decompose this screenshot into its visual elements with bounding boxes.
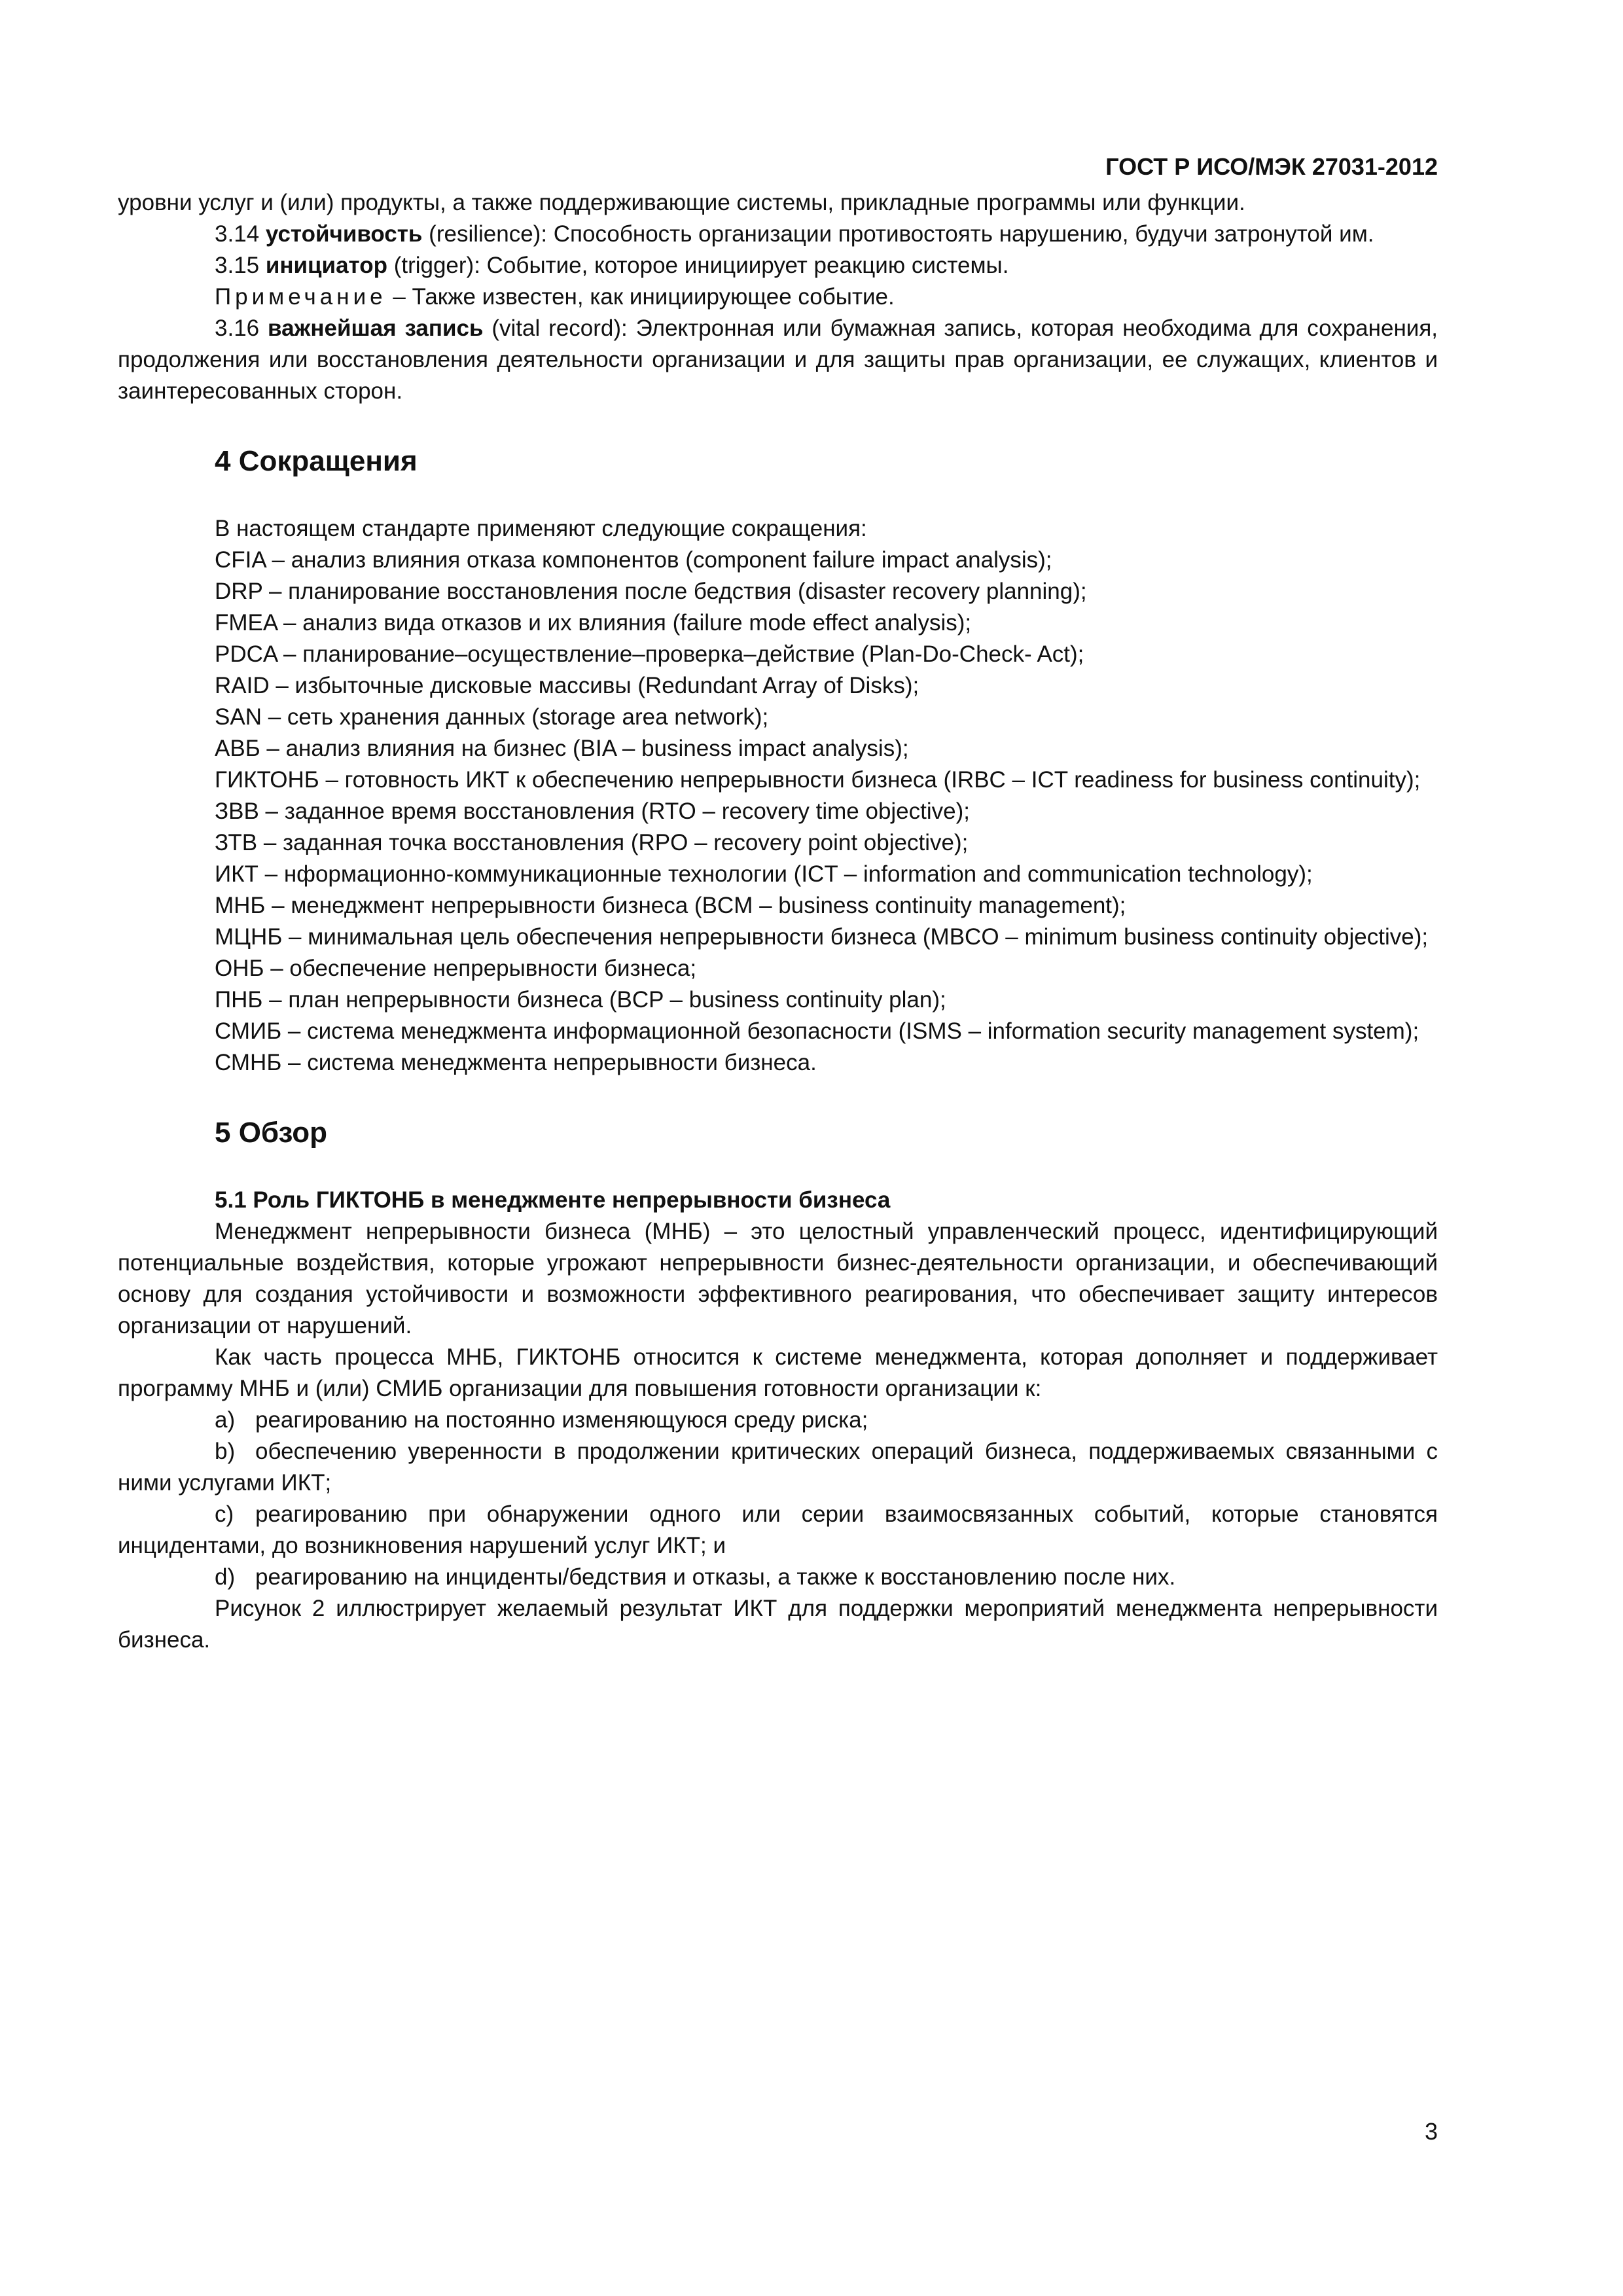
list-item-c: c) реагированию при обнаружении одного или серии взаимосвязанных событий, которые становятся инцидентами, до возникновения нарушений услуг ИКТ; и (118, 1499, 1438, 1562)
list-marker: d) (215, 1564, 236, 1590)
abbreviation-item: ПНБ – план непрерывности бизнеса (BCP – business continuity plan); (215, 987, 946, 1013)
note-label: Примечание (215, 284, 387, 310)
abbreviation-item: АВБ – анализ влияния на бизнес (BIA – business impact analysis); (215, 736, 909, 761)
term-resilience: устойчивость (265, 221, 423, 247)
abbreviation-item: PDCA – планирование–осуществление–проверка–действие (Plan-Do-Check- Act); (215, 641, 1084, 667)
abbreviation-item: DRP – планирование восстановления после бедствия (disaster recovery planning); (215, 579, 1087, 604)
page-number: 3 (1424, 2118, 1438, 2145)
section-4-intro: В настоящем стандарте применяют следующие сокращения: (215, 516, 867, 541)
section-5-heading: 5 Обзор (215, 1117, 328, 1149)
definition-3-15: 3.15 инициатор (trigger): Событие, которое инициирует реакцию системы. (215, 253, 1009, 278)
note: Примечание – Также известен, как инициирующее событие. (215, 284, 895, 310)
abbreviation-item: СМИБ – система менеджмента информационной безопасности (ISMS – information security management system); (215, 1018, 1419, 1044)
abbreviation-item: ИКТ – нформационно-коммуникационные технологии (ICT – information and communication technology); (215, 861, 1313, 887)
section-4-heading: 4 Сокращения (215, 445, 418, 477)
abbreviation-item: SAN – сеть хранения данных (storage area network); (215, 704, 769, 730)
list-item-d: d) реагированию на инциденты/бедствия и отказы, а также к восстановлению после них. (118, 1562, 1438, 1593)
list-marker: c) (215, 1501, 234, 1527)
section-5-paragraph-2: Как часть процесса МНБ, ГИКТОНБ относится к системе менеджмента, которая дополняет и поддерживает программу МНБ и (или) СМИБ организации для повышения готовности организации к: (118, 1344, 1438, 1401)
list-marker: a) (215, 1407, 236, 1433)
abbreviation-item: МНБ – менеджмент непрерывности бизнеса (BCM – business continuity management); (215, 893, 1126, 918)
abbreviation-item: ГИКТОНБ – готовность ИКТ к обеспечению непрерывности бизнеса (IRBC – ICT readiness for business continuity); (215, 767, 1421, 793)
document-header: ГОСТ Р ИСО/МЭК 27031-2012 (1105, 153, 1438, 180)
paragraph-continuation: уровни услуг и (или) продукты, а также поддерживающие системы, прикладные программы или функции. (118, 190, 1245, 215)
subsection-5-1-heading: 5.1 Роль ГИКТОНБ в менеджменте непрерывности бизнеса (215, 1187, 891, 1213)
abbreviation-item: RAID – избыточные дисковые массивы (Redundant Array of Disks); (215, 673, 919, 698)
section-5-paragraph-3: Рисунок 2 иллюстрирует желаемый результат ИКТ для поддержки мероприятий менеджмента непрерывности бизнеса. (118, 1596, 1438, 1653)
abbreviation-item: СМНБ – система менеджмента непрерывности бизнеса. (215, 1050, 817, 1075)
section-5-paragraph-1: Менеджмент непрерывности бизнеса (МНБ) – это целостный управленческий процесс, идентифицирующий потенциальные воздействия, которые угрожают непрерывности бизнес-деятельности организации, и обеспечивающий основу для создания устойчивости и возможности эффективного реагирования, что обеспечивает защиту интересов организации от нарушений. (118, 1219, 1438, 1338)
term-vital-record: важнейшая запись (268, 315, 484, 341)
document-body (118, 187, 1438, 1656)
definition-3-16: 3.16 важнейшая запись (vital record): Электронная или бумажная запись, которая необходима для сохранения, продолжения или восстановления деятельности организации и для защиты прав организации, ее служащих, клиентов и заинтересованных сторон. (118, 315, 1438, 404)
abbreviation-item: ЗВВ – заданное время восстановления (RTO – recovery time objective); (215, 798, 970, 824)
abbreviation-item: ОНБ – обеспечение непрерывности бизнеса; (215, 956, 697, 981)
abbreviation-item: ЗТВ – заданная точка восстановления (RPO – recovery point objective); (215, 830, 969, 855)
abbreviation-item: FMEA – анализ вида отказов и их влияния (failure mode effect analysis); (215, 610, 972, 636)
abbreviation-item: CFIA – анализ влияния отказа компонентов (component failure impact analysis); (215, 547, 1052, 573)
definition-3-14: 3.14 устойчивость (resilience): Способность организации противостоять нарушению, будучи затронутой им. (215, 221, 1374, 247)
list-item-a: a) реагированию на постоянно изменяющуюся среду риска; (118, 1405, 1438, 1436)
abbreviation-item: МЦНБ – минимальная цель обеспечения непрерывности бизнеса (MBCO – minimum business continuity objective); (215, 924, 1429, 950)
term-trigger: инициатор (265, 253, 387, 278)
list-marker: b) (215, 1439, 236, 1464)
list-item-b: b) обеспечению уверенности в продолжении критических операций бизнеса, поддерживаемых связанными с ними услугами ИКТ; (118, 1436, 1438, 1499)
